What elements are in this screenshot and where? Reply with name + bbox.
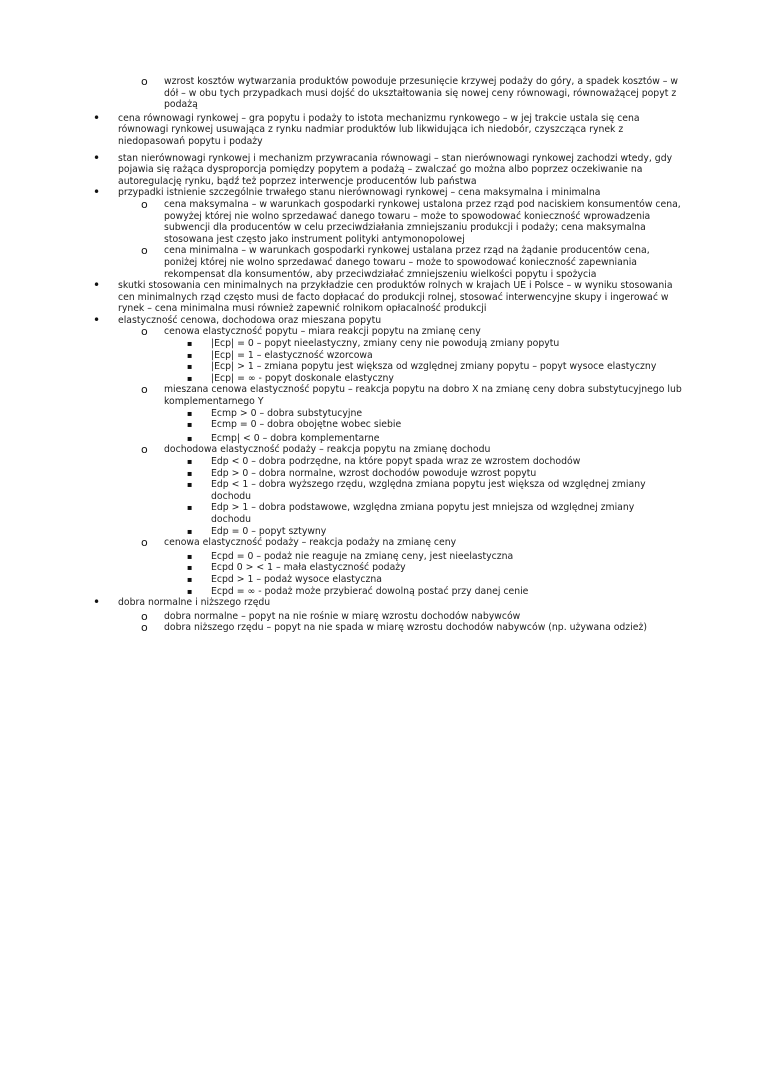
list-item [0,433,671,445]
bullet-icon: ▪ [187,408,193,418]
item-text: Ecmp| < 0 – dobra komplementarne [211,432,380,444]
item-text: Edp < 1 – dobra wyższego rzędu, względna zmiana popytu jest większa od względnej zmiany dochodu [211,479,646,502]
list-item [0,479,671,502]
item-text: dobra normalne i niższego rzędu [118,597,271,609]
item-text: |Ecp| > 1 – zmiana popytu jest większa od względnej zmiany popytu – popyt wysoce elastyczny [211,361,657,373]
list-item [0,373,671,385]
bullet-icon: • [93,595,101,610]
bullet-icon: o [141,75,148,88]
bullet-icon: ▪ [187,586,193,596]
bullet-icon: o [141,443,148,457]
list-item [0,408,671,420]
list-item [0,280,678,315]
item-text: cena równowagi rynkowej – gra popytu i podaży to istota mechanizmu rynkowego – w jej trakcie ustala się cena równowagi rynkowej usuwająca z rynku nadmiar produktów lub likwidująca ich niedobór, czyszcząca rynek z niedopasowań popytu i podaży [118,112,640,147]
bullet-icon: ▪ [187,563,193,573]
bullet-icon: • [93,185,101,200]
bullet-icon: o [141,609,148,623]
list-item [0,551,671,563]
item-text: |Ecp| = ∞ - popyt doskonale elastyczny [211,372,394,384]
item-text: elastyczność cenowa, dochodowa oraz mieszana popytu [118,314,382,326]
list-item [0,110,678,148]
bullet-icon: • [93,150,101,165]
item-text: cena minimalna – w warunkach gospodarki rynkowej ustalana przez rząd na żądanie producentów cena, poniżej której nie wolno sprzedawać danego towaru – może to spowodować konieczność zapewniania rekompensat dla konsumentów, aby przeciwdziałać zmniejszeniu wielkości popytu i spożycia [164,245,650,280]
list-item [0,468,671,480]
item-text: cenowa elastyczność popytu – miara reakcji popytu na zmianę ceny [164,326,481,338]
item-text: Ecmp = 0 – dobra obojętne wobec siebie [211,419,402,431]
list-item [0,312,678,327]
outline-list [0,76,760,634]
list-item [0,444,684,456]
bullet-icon: ▪ [187,503,193,513]
list-item [0,326,684,338]
list-item [0,187,678,199]
bullet-icon: ▪ [187,420,193,430]
list-item [0,150,678,188]
list-item [0,419,671,431]
item-text: Ecmp > 0 – dobra substytucyjne [211,407,363,419]
item-text: Ecpd > 1 – podaż wysoce elastyczna [211,573,382,585]
item-text: wzrost kosztów wytwarzania produktów powoduje przesunięcie krzywej podaży do góry, a spadek kosztów – w dół – w obu tych przypadkach musi dojść do ukształtowania się nowej ceny równowagi, równoważącej popyt z podażą [164,76,678,111]
list-item [0,611,684,623]
list-item [0,622,684,634]
item-text: dobra normalne – popyt na nie rośnie w miarę wzrostu dochodów nabywców [164,610,521,622]
list-item [0,526,671,538]
bullet-icon: ▪ [187,551,193,561]
item-text: skutki stosowania cen minimalnych na przykładzie cen produktów rolnych w krajach UE i Polsce – w wyniku stosowania cen minimalnych rząd często musi de facto dopłacać do produkcji rolnej, stosować interwencyjne skupy i ingerować w rynek – cena minimalna musi również zapewnić rolnikom opłacalność produkcji [118,280,673,315]
item-text: przypadki istnienie szczególnie trwałego stanu nierównowagi rynkowej – cena maksymalna i minimalna [118,187,601,199]
list-item [0,456,671,468]
bullet-icon: • [93,278,101,293]
list-item [0,199,684,245]
bullet-icon: o [141,383,148,397]
list-item [0,537,684,549]
bullet-icon: ▪ [187,350,193,360]
list-item [0,338,671,350]
bullet-icon: ▪ [187,574,193,584]
item-text: cena maksymalna – w warunkach gospodarki rynkowej ustalona przez rząd pod naciskiem konsumentów cena, powyżej której nie wolno sprzedawać danego towaru – może to spowodować konieczność wprowadzenia subwencji dla producentów w celu przeciwdziałania zmniejszaniu produkcji i podaży; cena maksymalna stosowana jest często jako instrument polityki antymonopolowej [164,198,681,245]
item-text: Edp > 0 – dobra normalne, wzrost dochodów powoduje wzrost popytu [211,467,537,479]
list-item [0,597,678,609]
bullet-icon: o [141,621,148,635]
list-item [0,562,671,574]
item-text: Edp > 1 – dobra podstawowe, względna zmiana popytu jest mniejsza od względnej zmiany dochodu [211,502,635,525]
list-item [0,502,671,525]
bullet-icon: ▪ [187,362,193,372]
bullet-icon: ▪ [187,480,193,490]
item-text: Ecpd = ∞ - podaż może przybierać dowolną postać przy danej cenie [211,585,529,597]
bullet-icon: ▪ [187,526,193,536]
item-text: cenowa elastyczność podaży – reakcja podaży na zmianę ceny [164,537,457,549]
bullet-icon: ▪ [187,339,193,349]
bullet-icon: o [141,325,148,339]
list-item [0,574,671,586]
list-item [0,245,684,280]
list-item [0,384,684,407]
bullet-icon: ▪ [187,457,193,466]
bullet-icon: • [93,110,101,125]
bullet-icon: • [93,312,101,327]
list-item [0,76,684,111]
item-text: |Ecp| = 1 – elastyczność wzorcowa [211,349,373,361]
list-item [0,350,671,362]
bullet-icon: ▪ [187,373,193,383]
item-text: Ecpd = 0 – podaż nie reaguje na zmianę ceny, jest nieelastyczna [211,550,514,562]
item-text: Edp < 0 – dobra podrzędne, na które popyt spada wraz ze wzrostem dochodów [211,456,581,467]
bullet-icon: ▪ [187,468,193,478]
item-text: dochodowa elastyczność podaży – reakcja popytu na zmianę dochodu [164,444,491,456]
bullet-icon: o [141,536,148,550]
item-text: Ecpd 0 > < 1 – mała elastyczność podaży [211,562,406,574]
item-text: Edp = 0 – popyt sztywny [211,525,327,537]
list-item [0,586,671,598]
bullet-icon: o [141,244,148,258]
bullet-icon: o [141,197,148,211]
item-text: dobra niższego rzędu – popyt na nie spada w miarę wzrostu dochodów nabywców (np. używana odzież) [164,622,647,634]
bullet-icon: ▪ [187,433,193,443]
list-item [0,361,671,373]
item-text: |Ecp| = 0 – popyt nieelastyczny, zmiany ceny nie powodują zmiany popytu [211,338,560,350]
item-text: stan nierównowagi rynkowej i mechanizm przywracania równowagi – stan nierównowagi rynkowej zachodzi wtedy, gdy pojawia się rażąca dysproporcja pomiędzy popytem a podażą – zwalczać go można albo poprzez oczekiwanie na autoregulację rynku, bądź też poprzez interwencje producentów lub państwa [118,152,673,187]
item-text: mieszana cenowa elastyczność popytu – reakcja popytu na dobro X na zmianę ceny dobra substytucyjnego lub komplementarnego Y [164,384,682,408]
